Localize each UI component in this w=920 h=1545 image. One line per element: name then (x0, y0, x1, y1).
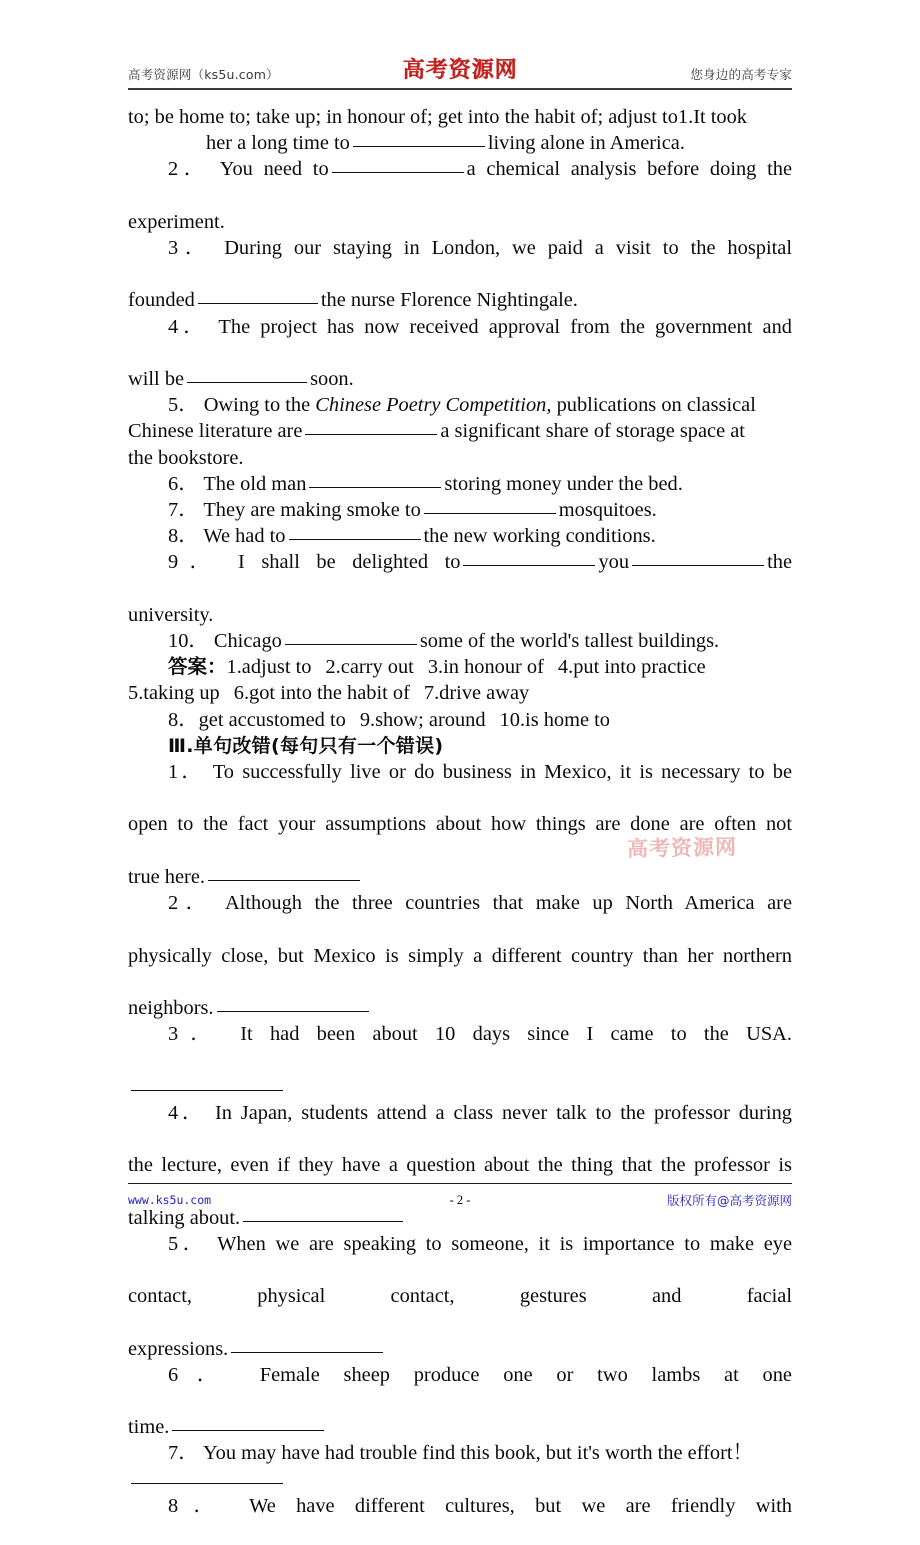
item-2-text-a: You need to (219, 158, 329, 181)
item-3-line1 (128, 235, 792, 287)
item-4-text-c: soon. (310, 368, 354, 391)
item-1-line2 (128, 130, 792, 156)
corr-5-text-a: When we are speaking to someone, it is importance to make eye (217, 1232, 792, 1255)
item-4-text-a: The project has now received approval from the government and (218, 315, 792, 338)
corr-7-text-a: You may have had trouble find this book, but it's worth the effort！ (202, 1442, 753, 1465)
corr-1-text-c: true here. (128, 865, 205, 888)
item-1-number: 1. (677, 106, 694, 128)
item-10-line1 (128, 628, 792, 654)
answer-5: 5.taking up (128, 682, 220, 705)
corr-3-answer-blank[interactable] (131, 1076, 283, 1091)
item-6-text-a: The old man (203, 472, 307, 495)
corr-4-text-a: In Japan, students attend a class never talk to the professor during (214, 1101, 792, 1124)
item-5-blank[interactable] (305, 420, 437, 435)
section-iii-heading (128, 733, 792, 759)
item-2-line2 (128, 209, 792, 235)
item-3-number: 3． (168, 237, 213, 260)
page-number: - 2 - (449, 1192, 471, 1207)
item-5-italic-title: Chinese Poetry Competition, (315, 394, 552, 417)
corr-1-answer-blank[interactable] (208, 866, 360, 881)
word-bank-text: to; be home to; take up; in honour of; get into the habit of; adjust to (128, 106, 678, 128)
item-7-text-b: mosquitoes. (558, 499, 657, 522)
corr-7-line1 (128, 1440, 792, 1466)
page-footer (128, 1188, 792, 1212)
answers-label: 答案： (168, 655, 227, 679)
item-10-text-b: some of the world's tallest buildings. (419, 630, 720, 653)
corr-2-number: 2． (168, 892, 214, 915)
item-2-line1 (128, 156, 792, 208)
item-8-text-b: the new working conditions. (423, 525, 656, 548)
corr-4-text-b: the lecture, even if they have a question about the thing that the professor is (128, 1154, 792, 1177)
item-6-blank[interactable] (309, 473, 441, 488)
item-1-text-a: It took (693, 106, 747, 128)
section-iii-heading-text: Ⅲ.单句改错(每句只有一个错误) (168, 734, 444, 757)
corr-3-line1 (128, 1021, 792, 1073)
corr-2-text-a: Although the three countries that make up North America are (224, 892, 792, 915)
corr-6-text-b: time. (128, 1416, 170, 1439)
item-4-text-b: will be (128, 368, 185, 391)
corr-7-answer-blank[interactable] (131, 1469, 283, 1484)
answer-3: 3.in honour of (427, 656, 544, 679)
item-6-number: 6． (168, 472, 199, 495)
corr-5-number: 5． (168, 1232, 208, 1255)
item-4-number: 4． (168, 315, 209, 338)
item-8-blank[interactable] (289, 525, 421, 540)
item-5-number: 5． (168, 394, 199, 417)
footer-divider (128, 1183, 792, 1184)
corr-2-answer-blank[interactable] (217, 997, 369, 1012)
corr-1-line3 (128, 864, 792, 890)
item-1-text-c: living alone in America. (487, 132, 685, 155)
footer-copyright: 版权所有@高考资源网 (666, 1193, 792, 1208)
header-row (128, 44, 792, 86)
corr-7-number: 7． (168, 1442, 199, 1465)
answer-10: 10.is home to (499, 708, 610, 731)
item-5-text-d: a significant share of storage space at (440, 420, 745, 443)
answer-9: 9.show; around (359, 708, 486, 731)
corr-3-line2 (128, 1074, 792, 1100)
item-1-text-b: her a long time to (206, 132, 350, 155)
item-4-line2 (128, 366, 792, 392)
corr-3-text-a: It had been about 10 days since I came to the USA. (240, 1023, 792, 1046)
item-5-text-a: Owing to the (203, 394, 311, 417)
answer-6: 6.got into the habit of (233, 682, 410, 705)
item-6-text-b: storing money under the bed. (444, 472, 683, 495)
footer-url[interactable]: www.ks5u.com (128, 1193, 212, 1207)
answers-line2 (128, 680, 792, 706)
item-5-line1 (128, 392, 792, 418)
header-site-name: 高考资源网（ks5u.com） (128, 67, 279, 82)
page-header (128, 44, 792, 90)
corr-2-line3 (128, 995, 792, 1021)
item-1-blank[interactable] (353, 132, 485, 147)
item-5-text-c: Chinese literature are (128, 420, 303, 443)
item-2-text-b: a chemical analysis before doing the (466, 158, 792, 181)
corr-4-number: 4． (168, 1101, 207, 1124)
item-4-line1 (128, 314, 792, 366)
corr-1-line2 (128, 811, 792, 863)
item-10-blank[interactable] (285, 630, 417, 645)
corr-6-number: 6． (168, 1363, 236, 1386)
corr-3-number: 3． (168, 1023, 223, 1046)
corr-8-number: 8． (168, 1494, 230, 1517)
item-8-number: 8． (168, 525, 199, 548)
corr-4-line1 (128, 1100, 792, 1152)
item-5-line3 (128, 445, 792, 471)
corr-2-text-b: physically close, but Mexico is simply a different country than her northern (128, 944, 792, 967)
corr-6-answer-blank[interactable] (172, 1416, 324, 1431)
item-3-text-c: the nurse Florence Nightingale. (320, 289, 578, 312)
corr-2-line2 (128, 943, 792, 995)
item-8-text-a: We had to (203, 525, 286, 548)
item-5-text-e: the bookstore. (128, 446, 244, 469)
item-9-blank-2[interactable] (632, 551, 764, 566)
item-7-text-a: They are making smoke to (203, 499, 421, 522)
item-6-line1 (128, 471, 792, 497)
item-2-number: 2． (168, 158, 210, 181)
item-9-text-b: you (598, 551, 630, 574)
item-5-text-b: publications on classical (556, 394, 756, 417)
item-5-line2 (128, 418, 792, 444)
item-10-text-a: Chicago (213, 630, 282, 653)
item-9-text-d: university. (128, 603, 214, 626)
item-9-text-c: the (767, 551, 792, 574)
item-9-text-a: I shall be delighted to (238, 551, 461, 574)
item-9-line2 (128, 602, 792, 628)
item-9-line1 (128, 549, 792, 601)
watermark: 高考资源网 (626, 835, 738, 861)
corr-6-line1 (128, 1362, 792, 1414)
item-7-line1 (128, 497, 792, 523)
item-2-blank[interactable] (332, 158, 464, 173)
answers-line3 (128, 707, 792, 733)
document-body (128, 104, 792, 1545)
item-2-text-c: experiment. (128, 210, 225, 233)
corr-1-number: 1． (168, 761, 205, 784)
answers-line1 (128, 654, 792, 680)
corr-2-line1 (128, 890, 792, 942)
corr-5-line3 (128, 1336, 792, 1362)
answer-8: 8．get accustomed to (168, 708, 346, 731)
corr-5-answer-blank[interactable] (231, 1338, 383, 1353)
corr-1-text-a: To successfully live or do business in Mexico, it is necessary to be (212, 761, 793, 784)
item-3-blank[interactable] (198, 289, 318, 304)
item-7-blank[interactable] (424, 499, 556, 514)
corr-1-line1 (128, 759, 792, 811)
item-3-text-a: During our staying in London, we paid a visit to the hospital (224, 237, 792, 260)
corr-8-text-a: We have different cultures, but we are friendly with (249, 1494, 792, 1517)
item-8-line1 (128, 523, 792, 549)
corr-6-text-a: Female sheep produce one or two lambs at one (259, 1363, 792, 1386)
header-slogan: 您身边的高考专家 (690, 67, 792, 82)
item-3-line2 (128, 287, 792, 313)
item-3-text-b: founded (128, 289, 195, 312)
item-4-blank[interactable] (187, 368, 307, 383)
header-logo: 高考资源网 (402, 58, 518, 83)
item-10-number: 10． (168, 630, 209, 653)
answer-4: 4.put into practice (557, 656, 706, 679)
word-bank-line (128, 104, 792, 130)
corr-6-line2 (128, 1414, 792, 1440)
item-9-number: 9． (168, 551, 222, 574)
corr-1-text-b: open to the fact your assumptions about how things are done are often not (128, 813, 792, 836)
answer-7: 7.drive away (423, 682, 530, 705)
corr-5-text-b: contact, physical contact, gestures and facial (128, 1285, 792, 1308)
answer-2: 2.carry out (325, 656, 414, 679)
corr-5-line2 (128, 1283, 792, 1335)
item-9-blank-1[interactable] (463, 551, 595, 566)
corr-8-line1 (128, 1493, 792, 1545)
header-divider (128, 88, 792, 90)
corr-5-line1 (128, 1231, 792, 1283)
answer-1: 1.adjust to (226, 656, 312, 679)
item-7-number: 7． (168, 499, 199, 522)
corr-2-text-c: neighbors. (128, 996, 214, 1019)
corr-5-text-c: expressions. (128, 1337, 229, 1360)
corr-4-text-c: talking about. (128, 1206, 241, 1229)
corr-7-line2 (128, 1467, 792, 1493)
